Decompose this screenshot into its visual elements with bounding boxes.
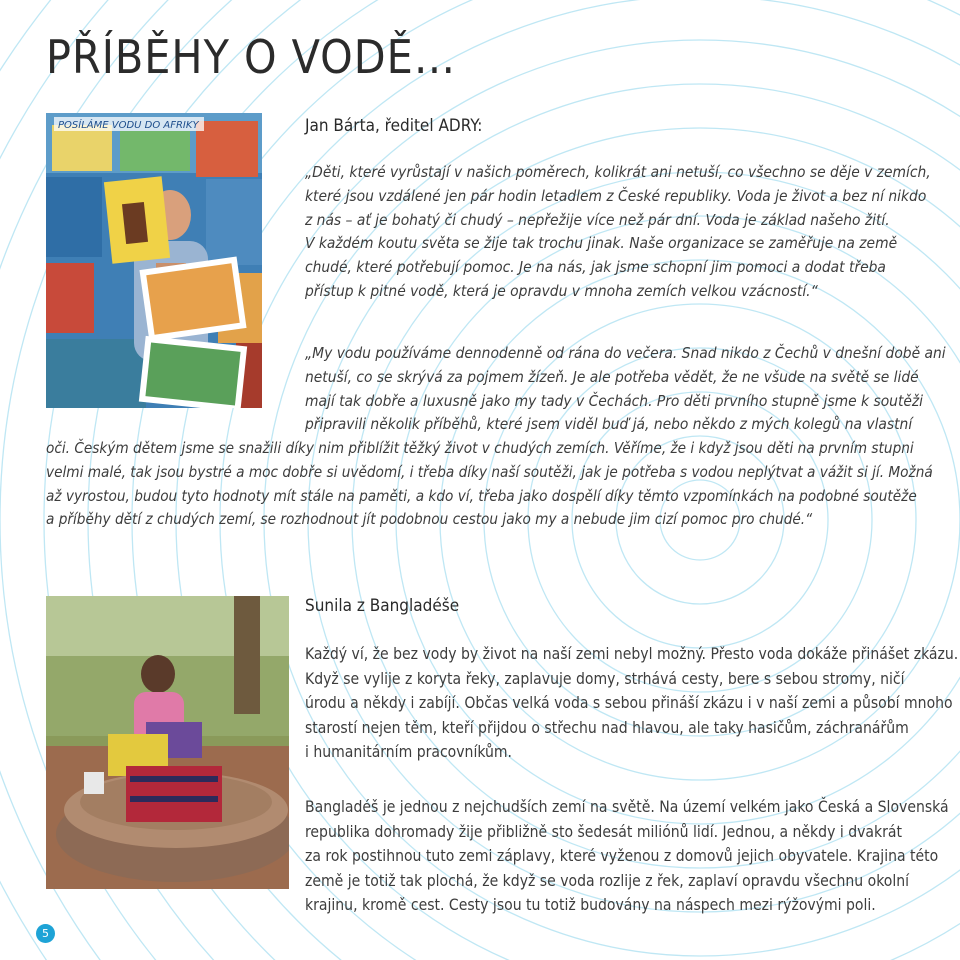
quote-line: přístup k pitné vodě, která je opravdu v mnoha zemích velkou vzácností.“ [305,281,818,300]
paragraph-line: Když se vylije z koryta řeky, zaplavuje domy, strhává cesty, bere s sebou stromy, ničí [305,669,905,688]
quote-line: připravili několik příběhů, které jsem viděl buď já, nebo někdo z mých kolegů na vlastní [305,415,913,434]
quote-line: chudé, které potřebují pomoc. Je na nás, jak jsme schopní jim pomoci a dodat třeba [305,258,886,277]
photo-sunila [46,596,289,889]
sunila-paragraph-2 [305,795,949,918]
quote-line: V každém koutu světa se žije tak trochu jinak. Naše organizace se zaměřuje na země [305,234,898,253]
paragraph-line: Bangladéš je jednou z nejchudších zemí na světě. Na území velkém jako Česká a Slovenská [305,798,949,816]
quote-line: oči. Českým dětem jsme se snažili díky nim přiblížit těžký život v chudých zemích. Věříme, že i když jsou děti na prvním stupni [46,439,914,457]
paragraph-line: republika dohromady žije přibližně sto šedesát miliónů lidí. Jednou, a někdy i dvakrát [305,822,902,841]
paragraph-line: úrodu a někdy i zabíjí. Občas velká voda s sebou přináší zkázu i v naší zemi a působí mnoho [305,694,953,713]
quote-jan-barta-2 [305,342,946,437]
quote-line: mají tak dobře a luxusně jako my tady v Čechách. Pro děti prvního stupně jsme k soutěži [305,391,924,410]
paragraph-line: země je totiž tak plochá, že když se voda rozlije z řek, zaplaví opravdu všechnu okolní [305,871,910,890]
paragraph-line: Každý ví, že bez vody by život na naší zemi nebyl možný. Přesto voda dokáže přinášet zkázu. [305,645,959,663]
photo-banner-text: POSÍLÁME VODU DO AFRIKY [58,120,199,131]
quote-jan-barta-1 [305,161,931,304]
quote-line: netuší, co se skrývá za pojmem žízeň. Je ale potřeba vědět, že ne všude na světě se lidé [305,367,919,386]
photo-jan-barta [46,113,262,408]
paragraph-line: krajinu, kromě cest. Cesty jsou tu totiž budovány na náspech mezi rýžovými poli. [305,896,876,915]
page-number-badge: 5 [36,924,55,943]
quote-line: až vyrostou, budou tyto hodnoty mít stále na paměti, a kdo ví, třeba jako dospělí díky těmto vzpomínkách na podobné soutěže [46,486,917,505]
section1-heading: Jan Bárta, ředitel ADRY: [305,116,483,136]
section2-heading: Sunila z Bangladéše [305,596,460,616]
page-title: PŘÍBĚHY O VODĚ… [46,30,457,84]
paragraph-line: starostí nejen těm, kteří přijdou o střechu nad hlavou, ale taky hasičům, záchranářům [305,718,909,737]
quote-line: a příběhy dětí z chudých zemí, se rozhodnout jít podobnou cestou jako my a nebude jim cizí pomoc pro chudé.“ [46,510,813,529]
quote-line: které jsou vzdálené jen pár hodin letadlem z České republiky. Voda je život a bez ní nikdo [305,186,927,205]
sunila-paragraph-1 [305,642,958,765]
quote-line: „Děti, které vyrůstají v našich poměrech, kolikrát ani netuší, co všechno se děje v zemích, [305,163,931,181]
quote-line: velmi malé, tak jsou bystré a moc dobře si uvědomí, i třeba díky naší soutěži, jak je potřeba s vodou neplýtvat a vážit si jí. Možná [46,462,933,481]
quote-jan-barta-2-continued [46,437,933,532]
quote-line: „My vodu používáme dennodenně od rána do večera. Snad nikdo z Čechů v dnešní době ani [305,344,946,362]
paragraph-line: i humanitárním pracovníkům. [305,743,513,762]
quote-line: z nás – ať je bohatý či chudý – nepřežije více než pár dní. Voda je základ našeho žití. [305,210,890,229]
paragraph-line: za rok postihnou tuto zemi záplavy, které vyženou z domovů jejich obyvatele. Krajina této [305,847,939,866]
